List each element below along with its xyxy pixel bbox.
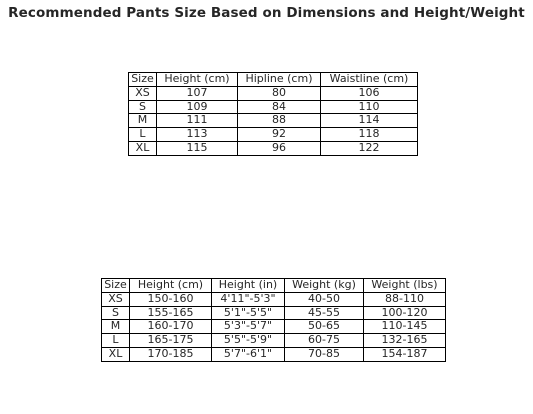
table-cell: 80 <box>238 86 321 100</box>
column-header: Size <box>129 73 157 87</box>
column-header: Weight (kg) <box>285 279 364 293</box>
column-header: Size <box>102 279 130 293</box>
table-cell: 113 <box>157 128 238 142</box>
table-row <box>129 86 418 100</box>
table-cell: 107 <box>157 86 238 100</box>
table-cell: XS <box>129 86 157 100</box>
table-cell: L <box>129 128 157 142</box>
table-cell: 114 <box>321 114 418 128</box>
table-cell: M <box>129 114 157 128</box>
table-cell: 88 <box>238 114 321 128</box>
table-cell: 122 <box>321 141 418 155</box>
table-cell: 106 <box>321 86 418 100</box>
table-cell: 60-75 <box>285 334 364 348</box>
table-cell: 132-165 <box>364 334 446 348</box>
table-cell: 165-175 <box>130 334 212 348</box>
table-cell: 118 <box>321 128 418 142</box>
table-cell: 109 <box>157 100 238 114</box>
table-cell: 5'7"-6'1" <box>212 347 285 361</box>
table-row <box>102 306 446 320</box>
table-cell: 155-165 <box>130 306 212 320</box>
table-cell: 100-120 <box>364 306 446 320</box>
table-row <box>102 292 446 306</box>
table-cell: 84 <box>238 100 321 114</box>
table-header-row <box>129 73 418 87</box>
table-cell: L <box>102 334 130 348</box>
table-cell: XS <box>102 292 130 306</box>
column-header: Weight (lbs) <box>364 279 446 293</box>
table-cell: 170-185 <box>130 347 212 361</box>
table-cell: 45-55 <box>285 306 364 320</box>
table-cell: 5'3"-5'7" <box>212 320 285 334</box>
column-header: Hipline (cm) <box>238 73 321 87</box>
height-weight-table <box>101 278 446 362</box>
table-cell: XL <box>129 141 157 155</box>
table-row <box>102 320 446 334</box>
table-row <box>102 347 446 361</box>
table-row <box>129 114 418 128</box>
column-header: Height (cm) <box>130 279 212 293</box>
table-cell: XL <box>102 347 130 361</box>
table-cell: 4'11"-5'3" <box>212 292 285 306</box>
table-cell: 5'1"-5'5" <box>212 306 285 320</box>
table-row <box>129 141 418 155</box>
table-cell: 111 <box>157 114 238 128</box>
table-cell: 40-50 <box>285 292 364 306</box>
table-header-row <box>102 279 446 293</box>
table-cell: S <box>102 306 130 320</box>
table-cell: 70-85 <box>285 347 364 361</box>
table-row <box>129 100 418 114</box>
table-cell: 96 <box>238 141 321 155</box>
table-cell: 5'5"-5'9" <box>212 334 285 348</box>
page-title: Recommended Pants Size Based on Dimensions and Height/Weight <box>8 5 525 21</box>
table-cell: 110-145 <box>364 320 446 334</box>
column-header: Height (cm) <box>157 73 238 87</box>
table-cell: 88-110 <box>364 292 446 306</box>
table-cell: M <box>102 320 130 334</box>
table-cell: S <box>129 100 157 114</box>
table-cell: 110 <box>321 100 418 114</box>
table-cell: 50-65 <box>285 320 364 334</box>
table-cell: 150-160 <box>130 292 212 306</box>
table-cell: 115 <box>157 141 238 155</box>
table-row <box>129 128 418 142</box>
column-header: Waistline (cm) <box>321 73 418 87</box>
dimensions-table <box>128 72 418 156</box>
column-header: Height (in) <box>212 279 285 293</box>
table-row <box>102 334 446 348</box>
table-cell: 154-187 <box>364 347 446 361</box>
table-cell: 92 <box>238 128 321 142</box>
table-cell: 160-170 <box>130 320 212 334</box>
